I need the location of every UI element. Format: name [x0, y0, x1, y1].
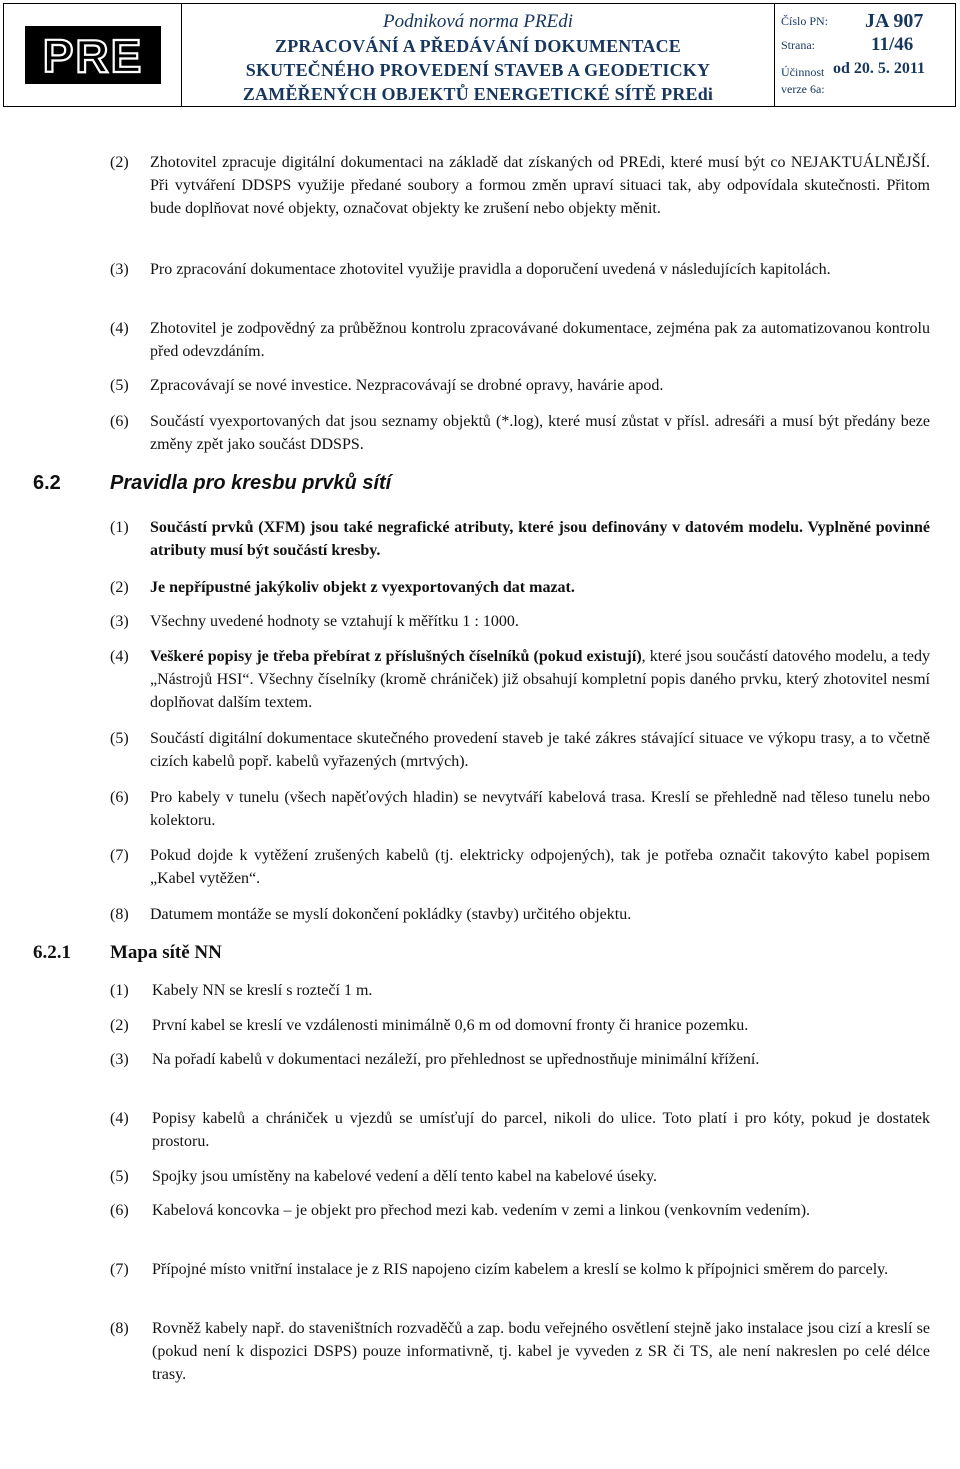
item-text: Rovněž kabely např. do staveništních rozvaděčů a zap. bodu veřejného osvětlení stejně jako instalace jsou cizí a kreslí se (pokud není k dispozici DSPS) pouze informativně, tj. kabel je vyveden z SR či TS, ale není nakreslen po celé délce trasy.: [152, 1320, 930, 1383]
section-number: 6.2.1: [33, 942, 71, 963]
item-bold-text: Součástí prvků (XFM) jsou také negrafické atributy, které jsou definovány v datovém modelu. Vyplněné povinné atributy musí být součástí kresby.: [150, 519, 930, 559]
logo-cell: [4, 4, 182, 106]
item-text: Pro zpracování dokumentace zhotovitel využije pravidla a doporučení uvedená v následujících kapitolách.: [150, 261, 831, 278]
item-text: Spojky jsou umístěny na kabelové vedení a dělí tento kabel na kabelové úseky.: [152, 1168, 658, 1185]
pre-logo-icon: [31, 32, 155, 78]
item-number: (4): [110, 648, 129, 665]
item-text: Pokud dojde k vytěžení zrušených kabelů (tj. elektricky odpojených), tak je potřeba označit takovýto kabel popisem „Kabel vytěžen“.: [150, 847, 930, 887]
page-header: [3, 3, 956, 107]
nn-item-3: [110, 1048, 930, 1071]
item-text: Součástí digitální dokumentace skutečného provedení staveb je také zákres stávající situace ve výkopu trasy, a to včetně cizích kabelů popř. kabelů vyřazených (mrtvých).: [150, 730, 930, 770]
section-title: Pravidla pro kresbu prvků sítí: [110, 472, 392, 494]
item-text: Kabelová koncovka – je objekt pro přechod mezi kab. vedením v zemi a linkou (venkovním vedením).: [152, 1202, 811, 1219]
norm-label: Podniková norma PREdi: [383, 11, 573, 32]
item-number: (8): [110, 1320, 129, 1337]
intro-item-4: [110, 317, 930, 363]
item-number: (4): [110, 1110, 129, 1127]
item-number: (1): [110, 519, 129, 536]
rule-item-4: [110, 645, 930, 714]
intro-item-5: [110, 374, 930, 397]
nn-item-6: [110, 1199, 930, 1222]
rule-item-8: [110, 903, 930, 926]
rule-item-1: [110, 516, 930, 562]
intro-item-3: [110, 258, 930, 281]
item-number: (2): [110, 579, 129, 596]
item-text: Pro kabely v tunelu (všech napěťových hladin) se nevytváří kabelová trasa. Kreslí se přehledně nad těleso tunelu nebo kolektoru.: [150, 789, 930, 829]
ucinnost-label: Účinnost: [781, 65, 825, 79]
item-text: Zhotovitel zpracuje digitální dokumentaci na základě dat získaných od PREdi, které musí být co NEJAKTUÁLNĚJŠÍ. Při vytváření DDSPS využije předané soubory a formou změn upraví situaci tak, aby odpovídala skutečnosti. Přitom bude doplňovat nové objekty, označovat objekty ke zrušení nebo objekty měnit.: [150, 154, 930, 217]
section-number: 6.2: [33, 472, 61, 494]
item-text: Součástí vyexportovaných dat jsou seznamy objektů (*.log), které musí zůstat v přísl. adresáři a musí být předány beze změny zpět jako součást DDSPS.: [150, 413, 930, 453]
item-text: Popisy kabelů a chrániček u vjezdů se umísťují do parcel, nikoli do ulice. Toto platí i pro kóty, pokud je dostatek prostoru.: [152, 1110, 930, 1150]
item-number: (7): [110, 1261, 129, 1278]
document-title-block: [182, 4, 775, 106]
item-text: Zpracovávají se nové investice. Nezpracovávají se drobné opravy, havárie apod.: [150, 377, 664, 394]
item-number: (8): [110, 906, 129, 923]
item-number: (3): [110, 261, 129, 278]
title-line-1: ZPRACOVÁNÍ A PŘEDÁVÁNÍ DOKUMENTACE: [275, 36, 681, 56]
item-text: Přípojné místo vnitřní instalace je z RIS napojeno cizím kabelem a kreslí se kolmo k přípojnici směrem do parcely.: [152, 1261, 889, 1278]
item-text: Kabely NN se kreslí s roztečí 1 m.: [152, 982, 373, 999]
strana-label: Strana:: [781, 38, 815, 52]
item-number: (2): [110, 154, 129, 171]
svg-text:PRE: PRE: [42, 32, 143, 78]
item-text: Na pořadí kabelů v dokumentaci nezáleží, pro přehlednost se upřednostňuje minimální křížení.: [152, 1051, 760, 1068]
verze-label: verze 6a:: [781, 82, 825, 96]
cislo-value: JA 907: [865, 10, 924, 32]
item-number: (3): [110, 613, 129, 630]
rule-item-2: [110, 576, 930, 599]
item-number: (6): [110, 789, 129, 806]
item-bold-text: Je nepřípustné jakýkoliv objekt z vyexportovaných dat mazat.: [150, 579, 575, 596]
meta-strana: [781, 34, 955, 58]
nn-item-4: [110, 1107, 930, 1153]
item-text: Zhotovitel je zodpovědný za průběžnou kontrolu zpracovávané dokumentace, zejména pak za automatizovanou kontrolu před odevzdáním.: [150, 320, 930, 360]
item-number: (2): [110, 1017, 129, 1034]
intro-item-6: [110, 410, 930, 456]
rule-item-7: [110, 844, 930, 890]
ucinnost-value: od 20. 5. 2011: [833, 60, 926, 77]
rule-item-6: [110, 786, 930, 832]
intro-item-2: [110, 151, 930, 220]
rule-item-3: [110, 610, 930, 633]
title-line-3: ZAMĚŘENÝCH OBJEKTŮ ENERGETICKÉ SÍTĚ PREdi: [242, 84, 714, 104]
nn-item-1: [110, 979, 930, 1002]
item-number: (3): [110, 1051, 129, 1068]
section-heading-6-2-1: [33, 942, 222, 964]
item-number: (5): [110, 1168, 129, 1185]
item-bold-text: Veškeré popisy je třeba přebírat z příslušných číselníků (pokud existují): [150, 648, 642, 665]
section-heading-6-2: [33, 472, 391, 495]
nn-item-7: [110, 1258, 930, 1281]
item-number: (1): [110, 982, 129, 999]
nn-item-5: [110, 1165, 930, 1188]
item-number: (6): [110, 1202, 129, 1219]
nn-item-2: [110, 1014, 930, 1037]
item-text: , které jsou součástí datového modelu, a tedy „Nástrojů HSI“. Všechny číselníky (kromě chrániček) již obsahují kompletní popis daného prvku, který zhotovitel nesmí doplňovat dalším textem.: [150, 648, 931, 711]
item-number: (5): [110, 730, 129, 747]
title-line-2: SKUTEČNÉHO PROVEDENÍ STAVEB A GEODETICKY: [245, 60, 711, 80]
item-text: Datumem montáže se myslí dokončení pokládky (stavby) určitého objektu.: [150, 906, 632, 923]
item-number: (5): [110, 377, 129, 394]
meta-ucinnost: [781, 58, 955, 82]
meta-verze: [781, 82, 955, 106]
item-number: (7): [110, 847, 129, 864]
cislo-label: Číslo PN:: [781, 14, 829, 28]
rule-item-5: [110, 727, 930, 773]
document-meta: [775, 4, 955, 106]
nn-item-8: [110, 1317, 930, 1386]
section-title: Mapa sítě NN: [110, 942, 222, 963]
meta-cislo: [781, 10, 955, 34]
item-number: (4): [110, 320, 129, 337]
strana-value: 11/46: [871, 34, 914, 55]
item-text: Všechny uvedené hodnoty se vztahují k měřítku 1 : 1000.: [150, 613, 519, 630]
pre-logo: [25, 26, 161, 84]
item-text: První kabel se kreslí ve vzdálenosti minimálně 0,6 m od domovní fronty či hranice pozemku.: [152, 1017, 749, 1034]
item-number: (6): [110, 413, 129, 430]
